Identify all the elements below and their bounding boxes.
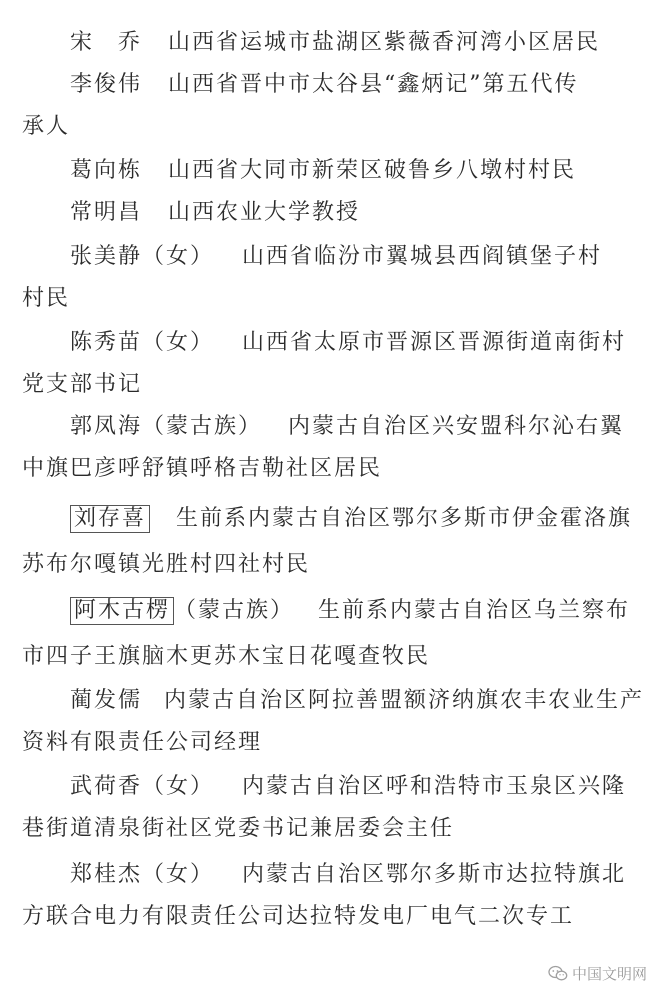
entry-12-continuation: 方联合电力有限责任公司达拉特发电厂电气二次专工 (22, 904, 575, 929)
entry-5 (70, 243, 602, 271)
entry-2 (70, 71, 579, 99)
entry-6-continuation: 党支部书记 (22, 372, 143, 397)
entry-name: 郭凤海（蒙古族） (70, 414, 263, 439)
entry-description: 山西省临汾市翼城县西阎镇堡子村 (242, 244, 603, 269)
entry-name: 张美静（女） (70, 244, 215, 269)
entry-2-continuation: 承人 (22, 114, 71, 139)
entry-description: 内蒙古自治区呼和浩特市玉泉区兴隆 (242, 774, 627, 799)
entry-11-continuation: 巷街道清泉街社区党委书记兼居委会主任 (22, 816, 455, 841)
entry-12 (70, 861, 626, 889)
watermark (548, 963, 647, 984)
entry-name: 常明昌 (70, 200, 143, 225)
entry-description: 山西省大同市新荣区破鲁乡八墩村村民 (168, 158, 577, 183)
entry-description: 生前系内蒙古自治区鄂尔多斯市伊金霍洛旗 (176, 506, 633, 531)
entry-11 (70, 773, 626, 801)
entry-10 (70, 687, 644, 715)
entry-name: 陈秀苗（女） (70, 330, 215, 355)
entry-description: 内蒙古自治区鄂尔多斯市达拉特旗北 (242, 862, 627, 887)
entry-name: 李俊伟 (70, 72, 143, 97)
entry-name-boxed: 阿木古楞 (70, 597, 174, 625)
entry-8 (70, 505, 632, 533)
entry-description: 山西省晋中市太谷县“鑫炳记”第五代传 (168, 72, 579, 97)
entry-description: 内蒙古自治区阿拉善盟额济纳旗农丰农业生产 (164, 688, 645, 713)
entry-8-continuation: 苏布尔嘎镇光胜村四社村民 (22, 552, 311, 577)
entry-1 (70, 29, 600, 57)
entry-description: 山西农业大学教授 (168, 200, 361, 225)
entry-description: 内蒙古自治区兴安盟科尔沁右翼 (288, 414, 625, 439)
entry-5-continuation: 村民 (22, 286, 71, 311)
entry-name: 宋 乔 (70, 30, 143, 55)
entry-name: 武荷香（女） (70, 774, 215, 799)
entry-7-continuation: 中旗巴彦呼舒镇呼格吉勒社区居民 (22, 456, 383, 481)
entry-4 (70, 199, 360, 227)
entry-6 (70, 329, 626, 357)
entry-name: 郑桂杰（女） (70, 862, 215, 887)
entry-name: 蔺发儒 (70, 688, 143, 713)
entry-name-suffix: （蒙古族） (174, 598, 295, 623)
wechat-icon (548, 965, 568, 982)
entry-description: 山西省太原市晋源区晋源街道南街村 (242, 330, 627, 355)
entry-3 (70, 157, 576, 185)
entry-name: 葛向栋 (70, 158, 143, 183)
entry-9 (70, 597, 630, 625)
entry-description: 山西省运城市盐湖区紫薇香河湾小区居民 (168, 30, 601, 55)
entry-name-boxed: 刘存喜 (70, 505, 150, 533)
watermark-text: 中国文明网 (571, 965, 647, 983)
entry-9-continuation: 市四子王旗脑木更苏木宝日花嘎查牧民 (22, 644, 431, 669)
entry-10-continuation: 资料有限责任公司经理 (22, 730, 263, 755)
entry-description: 生前系内蒙古自治区乌兰察布 (318, 598, 631, 623)
entry-7 (70, 413, 624, 441)
